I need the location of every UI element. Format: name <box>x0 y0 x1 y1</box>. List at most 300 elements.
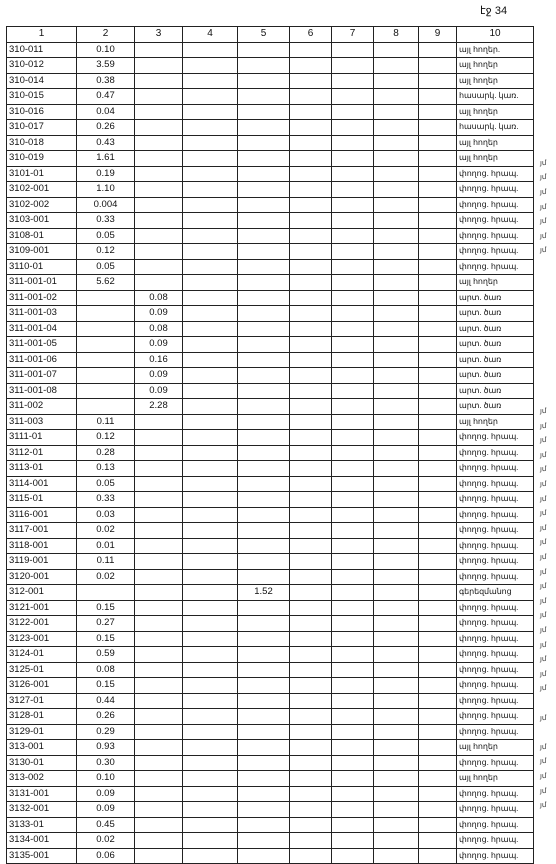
cell-col-10: փողոց. հրապ. <box>457 786 534 802</box>
table-row <box>7 290 534 306</box>
cell-col-4 <box>183 817 238 833</box>
cell-col-6 <box>290 337 332 353</box>
cell-col-5 <box>238 523 290 539</box>
cell-col-1: 310-017 <box>7 120 77 136</box>
cell-col-9 <box>419 848 457 864</box>
cell-col-9 <box>419 306 457 322</box>
cell-col-9 <box>419 492 457 508</box>
cell-col-10: արտ. ծառ <box>457 337 534 353</box>
table-row <box>7 461 534 477</box>
cell-col-9 <box>419 290 457 306</box>
cell-col-7 <box>332 755 374 771</box>
cell-col-5 <box>238 73 290 89</box>
cell-col-6 <box>290 42 332 58</box>
table-row <box>7 104 534 120</box>
cell-col-2: 5.62 <box>77 275 135 291</box>
cell-col-10: փողոց. հրապ. <box>457 647 534 663</box>
table-row <box>7 182 534 198</box>
cell-col-3 <box>135 120 183 136</box>
cell-col-3 <box>135 554 183 570</box>
table-row <box>7 786 534 802</box>
cell-col-10: այլ հողեր <box>457 275 534 291</box>
cell-col-9 <box>419 802 457 818</box>
cell-col-3 <box>135 755 183 771</box>
cell-col-8 <box>374 538 419 554</box>
cell-col-9 <box>419 445 457 461</box>
cell-col-5 <box>238 647 290 663</box>
cell-col-1: 3124-01 <box>7 647 77 663</box>
cell-col-2: 0.03 <box>77 507 135 523</box>
cell-col-3 <box>135 135 183 151</box>
cell-col-3 <box>135 492 183 508</box>
cell-col-4 <box>183 182 238 198</box>
cell-col-5 <box>238 771 290 787</box>
cell-col-10: փողոց. հրապ. <box>457 492 534 508</box>
cell-col-4 <box>183 352 238 368</box>
cell-col-4 <box>183 197 238 213</box>
margin-mark: յմ <box>540 189 547 196</box>
column-header-6: 6 <box>290 27 332 43</box>
cell-col-1: 311-001-04 <box>7 321 77 337</box>
cell-col-1: 3102-001 <box>7 182 77 198</box>
cell-col-10: փողոց. հրապ. <box>457 213 534 229</box>
cell-col-5 <box>238 58 290 74</box>
cell-col-3 <box>135 445 183 461</box>
cell-col-8 <box>374 228 419 244</box>
cell-col-9 <box>419 135 457 151</box>
cell-col-8 <box>374 848 419 864</box>
cell-col-2: 0.12 <box>77 430 135 446</box>
table-header-row <box>7 27 534 43</box>
cell-col-4 <box>183 445 238 461</box>
margin-mark: յմ <box>540 232 547 240</box>
cell-col-1: 313-001 <box>7 740 77 756</box>
cell-col-9 <box>419 275 457 291</box>
cell-col-6 <box>290 58 332 74</box>
cell-col-3 <box>135 833 183 849</box>
cell-col-6 <box>290 786 332 802</box>
cell-col-6 <box>290 709 332 725</box>
cell-col-3: 0.08 <box>135 290 183 306</box>
cell-col-4 <box>183 290 238 306</box>
cell-col-6 <box>290 461 332 477</box>
cell-col-4 <box>183 337 238 353</box>
cell-col-4 <box>183 724 238 740</box>
cell-col-6 <box>290 771 332 787</box>
cell-col-2: 0.11 <box>77 414 135 430</box>
margin-mark: յմ <box>540 466 547 474</box>
margin-mark: յմ <box>540 612 547 620</box>
cell-col-6 <box>290 244 332 260</box>
cell-col-8 <box>374 290 419 306</box>
cell-col-4 <box>183 89 238 105</box>
margin-mark: յմ <box>540 583 547 591</box>
cell-col-5 <box>238 414 290 430</box>
cell-col-2 <box>77 399 135 415</box>
cell-col-1: 311-001-02 <box>7 290 77 306</box>
cell-col-6 <box>290 321 332 337</box>
cell-col-3 <box>135 724 183 740</box>
cell-col-3 <box>135 151 183 167</box>
cell-col-6 <box>290 740 332 756</box>
table-row <box>7 833 534 849</box>
cell-col-3 <box>135 42 183 58</box>
cell-col-9 <box>419 244 457 260</box>
cell-col-3 <box>135 616 183 632</box>
cell-col-6 <box>290 352 332 368</box>
cell-col-9 <box>419 585 457 601</box>
cell-col-7 <box>332 631 374 647</box>
cell-col-4 <box>183 786 238 802</box>
cell-col-5 <box>238 213 290 229</box>
cell-col-3 <box>135 259 183 275</box>
cell-col-9 <box>419 755 457 771</box>
cell-col-6 <box>290 523 332 539</box>
cell-col-10: փողոց. հրապ. <box>457 507 534 523</box>
margin-mark: յմ <box>540 554 547 561</box>
cell-col-7 <box>332 306 374 322</box>
cell-col-9 <box>419 740 457 756</box>
cell-col-2: 0.02 <box>77 833 135 849</box>
cell-col-1: 3118-001 <box>7 538 77 554</box>
table-row <box>7 197 534 213</box>
cell-col-7 <box>332 414 374 430</box>
margin-mark: յմ <box>540 670 547 678</box>
margin-mark: յմ <box>540 451 547 459</box>
margin-mark: յմ <box>540 656 547 664</box>
cell-col-5 <box>238 833 290 849</box>
cell-col-7 <box>332 616 374 632</box>
cell-col-7 <box>332 430 374 446</box>
table-row <box>7 430 534 446</box>
cell-col-9 <box>419 833 457 849</box>
cell-col-7 <box>332 833 374 849</box>
cell-col-8 <box>374 104 419 120</box>
cell-col-1: 311-001-08 <box>7 383 77 399</box>
cell-col-9 <box>419 58 457 74</box>
cell-col-4 <box>183 848 238 864</box>
cell-col-2: 0.13 <box>77 461 135 477</box>
cell-col-10: այլ հողեր <box>457 414 534 430</box>
cell-col-10: փողոց. հրապ. <box>457 678 534 694</box>
cell-col-6 <box>290 569 332 585</box>
cell-col-3 <box>135 662 183 678</box>
cell-col-9 <box>419 538 457 554</box>
cell-col-9 <box>419 383 457 399</box>
cell-col-2: 0.26 <box>77 709 135 725</box>
cell-col-1: 311-001-03 <box>7 306 77 322</box>
cell-col-10: փողոց. հրապ. <box>457 755 534 771</box>
cell-col-3 <box>135 275 183 291</box>
cell-col-4 <box>183 306 238 322</box>
cell-col-9 <box>419 42 457 58</box>
cell-col-1: 3102-002 <box>7 197 77 213</box>
cell-col-3 <box>135 740 183 756</box>
cell-col-1: 3125-01 <box>7 662 77 678</box>
cell-col-8 <box>374 430 419 446</box>
cell-col-3 <box>135 771 183 787</box>
cell-col-10: այլ հողեր <box>457 73 534 89</box>
cell-col-5 <box>238 848 290 864</box>
cell-col-4 <box>183 709 238 725</box>
cell-col-8 <box>374 120 419 136</box>
cell-col-5 <box>238 755 290 771</box>
cell-col-3 <box>135 802 183 818</box>
cell-col-9 <box>419 151 457 167</box>
cell-col-8 <box>374 662 419 678</box>
cell-col-10: փողոց. հրապ. <box>457 569 534 585</box>
cell-col-4 <box>183 631 238 647</box>
cell-col-3 <box>135 647 183 663</box>
cell-col-5 <box>238 662 290 678</box>
column-header-7: 7 <box>332 27 374 43</box>
table-row <box>7 771 534 787</box>
cell-col-6 <box>290 662 332 678</box>
cell-col-1: 3135-001 <box>7 848 77 864</box>
cell-col-9 <box>419 817 457 833</box>
cell-col-8 <box>374 89 419 105</box>
cell-col-10: փողոց. հրապ. <box>457 166 534 182</box>
cell-col-5 <box>238 120 290 136</box>
cell-col-1: 311-001-01 <box>7 275 77 291</box>
cell-col-8 <box>374 58 419 74</box>
cell-col-1: 3113-01 <box>7 461 77 477</box>
table-row <box>7 492 534 508</box>
cell-col-7 <box>332 290 374 306</box>
cell-col-6 <box>290 275 332 291</box>
cell-col-8 <box>374 724 419 740</box>
column-header-5: 5 <box>238 27 290 43</box>
margin-mark: յմ <box>540 743 547 751</box>
cell-col-8 <box>374 337 419 353</box>
cell-col-3: 2.28 <box>135 399 183 415</box>
cell-col-4 <box>183 492 238 508</box>
cell-col-1: 3122-001 <box>7 616 77 632</box>
cell-col-4 <box>183 507 238 523</box>
cell-col-2: 0.27 <box>77 616 135 632</box>
margin-mark: յմ <box>540 758 547 766</box>
cell-col-2: 3.59 <box>77 58 135 74</box>
cell-col-1: 312-001 <box>7 585 77 601</box>
cell-col-4 <box>183 678 238 694</box>
cell-col-10: փողոց. հրապ. <box>457 538 534 554</box>
cell-col-4 <box>183 461 238 477</box>
cell-col-4 <box>183 523 238 539</box>
cell-col-6 <box>290 368 332 384</box>
cell-col-1: 3134-001 <box>7 833 77 849</box>
column-header-4: 4 <box>183 27 238 43</box>
cell-col-8 <box>374 647 419 663</box>
cell-col-10: փողոց. հրապ. <box>457 709 534 725</box>
table-row <box>7 337 534 353</box>
table-row <box>7 213 534 229</box>
cell-col-9 <box>419 771 457 787</box>
column-header-3: 3 <box>135 27 183 43</box>
cell-col-7 <box>332 647 374 663</box>
cell-col-10: հասարկ. կառ. <box>457 89 534 105</box>
cell-col-1: 3132-001 <box>7 802 77 818</box>
cell-col-2: 0.08 <box>77 662 135 678</box>
cell-col-3: 0.09 <box>135 383 183 399</box>
cell-col-3: 0.08 <box>135 321 183 337</box>
table-row <box>7 817 534 833</box>
cell-col-2: 0.19 <box>77 166 135 182</box>
cell-col-7 <box>332 135 374 151</box>
cell-col-1: 3114-001 <box>7 476 77 492</box>
cell-col-10: փողոց. հրապ. <box>457 833 534 849</box>
margin-mark: յմ <box>540 627 547 634</box>
cell-col-8 <box>374 755 419 771</box>
cell-col-2 <box>77 306 135 322</box>
land-register-table <box>6 26 534 864</box>
cell-col-9 <box>419 228 457 244</box>
cell-col-5 <box>238 135 290 151</box>
margin-mark: յմ <box>540 685 547 693</box>
cell-col-8 <box>374 786 419 802</box>
cell-col-9 <box>419 321 457 337</box>
cell-col-2: 0.05 <box>77 476 135 492</box>
cell-col-7 <box>332 476 374 492</box>
cell-col-5 <box>238 104 290 120</box>
cell-col-6 <box>290 120 332 136</box>
column-header-8: 8 <box>374 27 419 43</box>
margin-mark: յմ <box>540 437 547 445</box>
cell-col-6 <box>290 430 332 446</box>
cell-col-8 <box>374 213 419 229</box>
cell-col-7 <box>332 585 374 601</box>
cell-col-1: 3126-001 <box>7 678 77 694</box>
cell-col-4 <box>183 755 238 771</box>
margin-mark: յմ <box>540 218 547 226</box>
cell-col-4 <box>183 833 238 849</box>
cell-col-7 <box>332 600 374 616</box>
table-row <box>7 693 534 709</box>
cell-col-2: 0.59 <box>77 647 135 663</box>
cell-col-7 <box>332 73 374 89</box>
cell-col-6 <box>290 492 332 508</box>
cell-col-7 <box>332 445 374 461</box>
cell-col-10: փողոց. հրապ. <box>457 631 534 647</box>
cell-col-10: արտ. ծառ <box>457 321 534 337</box>
table-row <box>7 414 534 430</box>
cell-col-6 <box>290 848 332 864</box>
cell-col-4 <box>183 104 238 120</box>
cell-col-2: 0.12 <box>77 244 135 260</box>
cell-col-2 <box>77 383 135 399</box>
cell-col-9 <box>419 461 457 477</box>
cell-col-9 <box>419 213 457 229</box>
cell-col-3: 0.09 <box>135 337 183 353</box>
table-row <box>7 352 534 368</box>
cell-col-5 <box>238 476 290 492</box>
cell-col-9 <box>419 259 457 275</box>
cell-col-3 <box>135 430 183 446</box>
cell-col-7 <box>332 569 374 585</box>
cell-col-7 <box>332 554 374 570</box>
cell-col-6 <box>290 104 332 120</box>
cell-col-10: գերեզմանոց <box>457 585 534 601</box>
cell-col-2: 0.29 <box>77 724 135 740</box>
cell-col-10: փողոց. հրապ. <box>457 662 534 678</box>
cell-col-7 <box>332 120 374 136</box>
cell-col-6 <box>290 755 332 771</box>
cell-col-4 <box>183 228 238 244</box>
cell-col-8 <box>374 197 419 213</box>
cell-col-2: 0.26 <box>77 120 135 136</box>
cell-col-7 <box>332 213 374 229</box>
cell-col-5 <box>238 631 290 647</box>
cell-col-4 <box>183 538 238 554</box>
cell-col-6 <box>290 166 332 182</box>
cell-col-10: փողոց. հրապ. <box>457 476 534 492</box>
cell-col-6 <box>290 802 332 818</box>
cell-col-3 <box>135 476 183 492</box>
margin-mark: յմ <box>540 495 547 503</box>
cell-col-1: 3131-001 <box>7 786 77 802</box>
cell-col-2: 0.93 <box>77 740 135 756</box>
cell-col-10: հասարկ. կառ. <box>457 120 534 136</box>
cell-col-9 <box>419 678 457 694</box>
cell-col-9 <box>419 786 457 802</box>
cell-col-10: փողոց. հրապ. <box>457 430 534 446</box>
cell-col-5 <box>238 802 290 818</box>
cell-col-8 <box>374 693 419 709</box>
cell-col-4 <box>183 585 238 601</box>
cell-col-5 <box>238 275 290 291</box>
cell-col-2: 0.09 <box>77 802 135 818</box>
cell-col-1: 310-016 <box>7 104 77 120</box>
cell-col-9 <box>419 89 457 105</box>
cell-col-10: փողոց. հրապ. <box>457 197 534 213</box>
cell-col-2: 0.15 <box>77 600 135 616</box>
cell-col-7 <box>332 538 374 554</box>
cell-col-2: 0.33 <box>77 492 135 508</box>
cell-col-5 <box>238 507 290 523</box>
cell-col-4 <box>183 42 238 58</box>
cell-col-6 <box>290 693 332 709</box>
cell-col-9 <box>419 182 457 198</box>
cell-col-2: 0.02 <box>77 523 135 539</box>
cell-col-7 <box>332 802 374 818</box>
cell-col-6 <box>290 507 332 523</box>
cell-col-10: արտ. ծառ <box>457 383 534 399</box>
cell-col-2: 0.10 <box>77 771 135 787</box>
table-row <box>7 600 534 616</box>
table-row <box>7 42 534 58</box>
cell-col-5 <box>238 399 290 415</box>
cell-col-5 <box>238 290 290 306</box>
cell-col-4 <box>183 399 238 415</box>
cell-col-6 <box>290 538 332 554</box>
cell-col-5 <box>238 383 290 399</box>
cell-col-6 <box>290 151 332 167</box>
cell-col-10: այլ հողեր <box>457 740 534 756</box>
cell-col-7 <box>332 228 374 244</box>
cell-col-3 <box>135 461 183 477</box>
cell-col-3 <box>135 631 183 647</box>
cell-col-3 <box>135 693 183 709</box>
cell-col-3 <box>135 538 183 554</box>
table-row <box>7 554 534 570</box>
cell-col-4 <box>183 73 238 89</box>
cell-col-6 <box>290 817 332 833</box>
cell-col-7 <box>332 771 374 787</box>
cell-col-5 <box>238 786 290 802</box>
margin-mark: յմ <box>540 422 547 430</box>
cell-col-6 <box>290 228 332 244</box>
cell-col-8 <box>374 585 419 601</box>
cell-col-2: 0.15 <box>77 678 135 694</box>
